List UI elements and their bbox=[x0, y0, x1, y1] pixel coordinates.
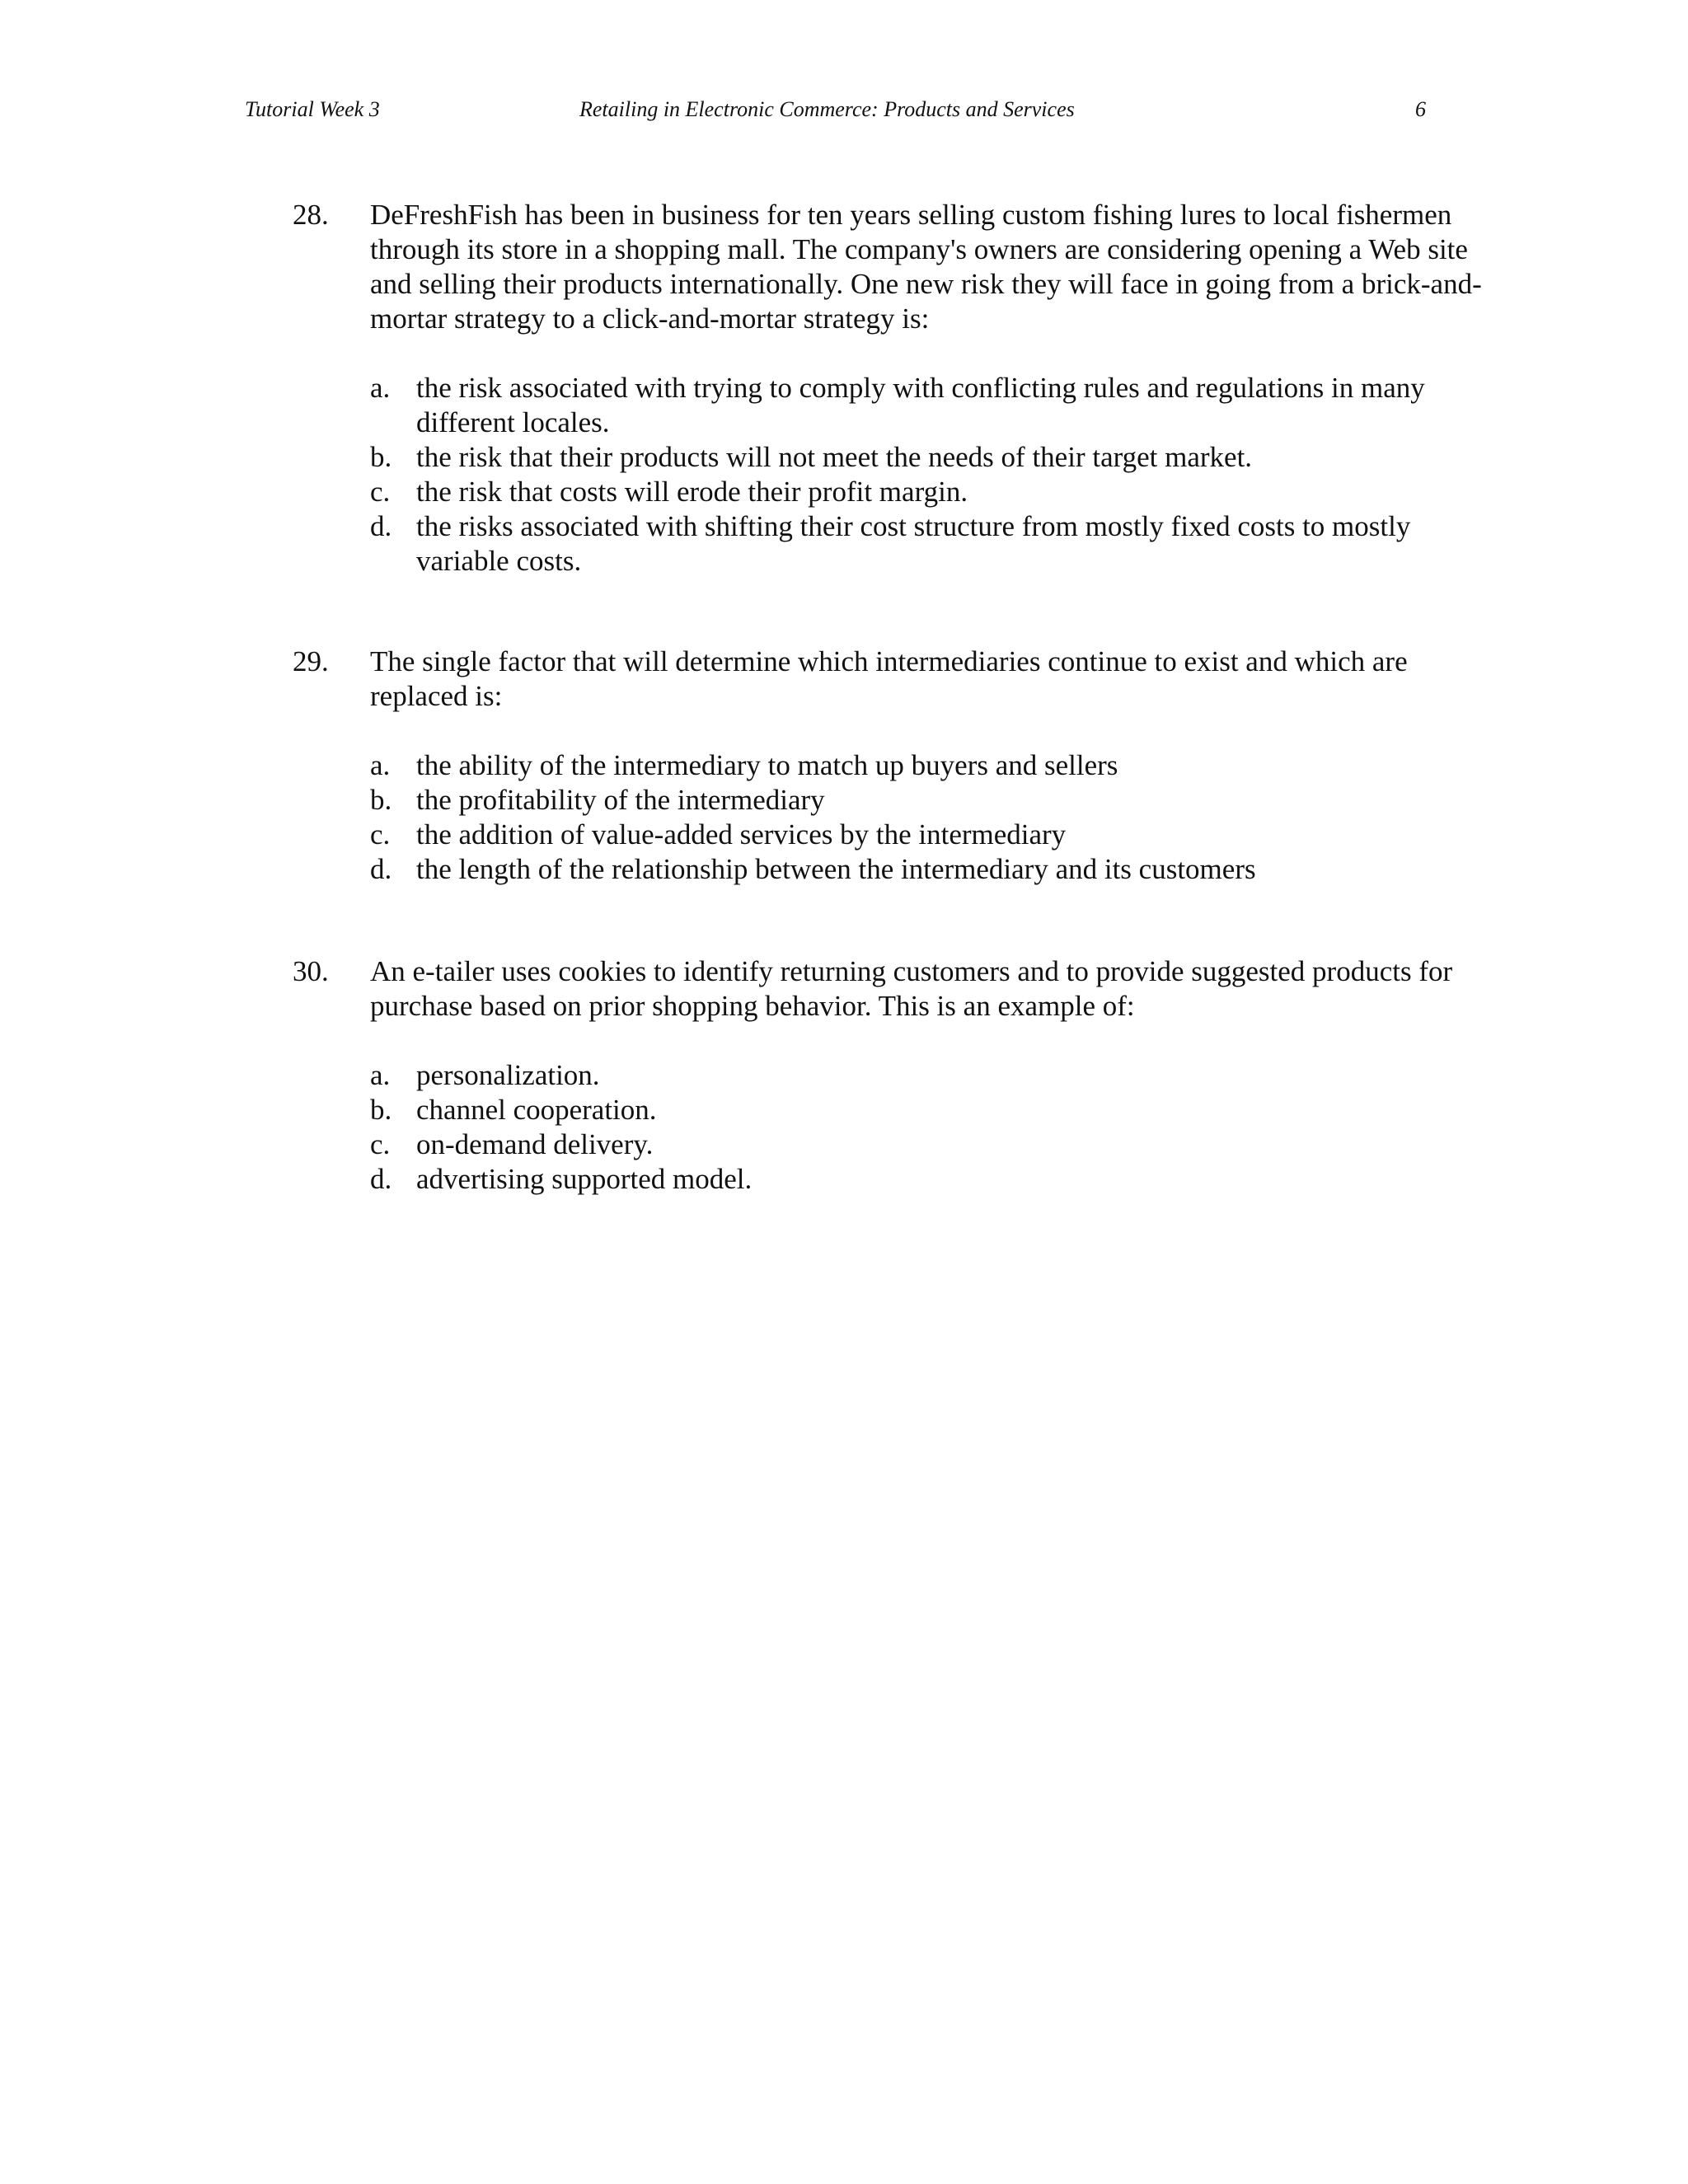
option-text: advertising supported model. bbox=[416, 1163, 753, 1195]
option-letter: c. bbox=[370, 818, 391, 851]
answer-option-d bbox=[370, 1162, 1488, 1197]
question-number: 30. bbox=[293, 955, 329, 987]
option-text: the addition of value-added services by the intermediary bbox=[416, 818, 1067, 851]
option-letter: b. bbox=[370, 784, 392, 816]
answer-option-c bbox=[370, 1127, 1488, 1162]
answer-option-d bbox=[370, 509, 1488, 579]
option-letter: d. bbox=[370, 1163, 392, 1195]
question-number: 28. bbox=[293, 199, 329, 231]
option-letter: a. bbox=[370, 749, 391, 781]
question-28 bbox=[293, 198, 1488, 579]
option-letter: a. bbox=[370, 1059, 391, 1091]
option-text: the length of the relationship between the intermediary and its customers bbox=[416, 853, 1256, 885]
option-letter: d. bbox=[370, 510, 392, 542]
question-number: 29. bbox=[293, 645, 329, 677]
option-letter: a. bbox=[370, 372, 391, 404]
header-course-label: Tutorial Week 3 bbox=[245, 97, 380, 121]
answer-option-b bbox=[370, 1093, 1488, 1127]
answer-option-b bbox=[370, 783, 1488, 818]
option-text: the risk associated with trying to comply with conflicting rules and regulations in many different locales. bbox=[416, 372, 1425, 438]
question-stem: DeFreshFish has been in business for ten years selling custom fishing lures to local fishermen through its store in a shopping mall. The company's owners are considering opening a Web site and selling their products internationally. One new risk they will face in going from a brick-and-mortar strategy to a click-and-mortar strategy is: bbox=[370, 199, 1482, 335]
option-text: the ability of the intermediary to match up buyers and sellers bbox=[416, 749, 1118, 781]
option-text: the risk that costs will erode their profit margin. bbox=[416, 476, 968, 508]
option-letter: b. bbox=[370, 441, 392, 473]
question-body bbox=[370, 644, 1488, 887]
option-text: the profitability of the intermediary bbox=[416, 784, 825, 816]
option-text: personalization. bbox=[416, 1059, 600, 1091]
answer-option-c bbox=[370, 475, 1488, 509]
option-letter: c. bbox=[370, 476, 391, 508]
answer-option-b bbox=[370, 440, 1488, 475]
option-letter: b. bbox=[370, 1094, 392, 1126]
option-letter: d. bbox=[370, 853, 392, 885]
header-chapter-title: Retailing in Electronic Commerce: Products and Services bbox=[579, 97, 1075, 121]
question-stem: The single factor that will determine which intermediaries continue to exist and which are replaced is: bbox=[370, 645, 1408, 712]
answer-option-a bbox=[370, 1058, 1488, 1093]
option-text: the risk that their products will not meet the needs of their target market. bbox=[416, 441, 1253, 473]
question-body bbox=[370, 198, 1488, 579]
answer-option-a bbox=[370, 371, 1488, 440]
answer-option-d bbox=[370, 852, 1488, 887]
question-30 bbox=[293, 954, 1488, 1197]
answer-options bbox=[370, 371, 1488, 579]
option-text: on-demand delivery. bbox=[416, 1128, 654, 1160]
answer-option-c bbox=[370, 818, 1488, 852]
option-text: channel cooperation. bbox=[416, 1094, 657, 1126]
question-body bbox=[370, 954, 1488, 1197]
answer-options bbox=[370, 748, 1488, 887]
question-29 bbox=[293, 644, 1488, 887]
page-header bbox=[0, 97, 1688, 130]
answer-options bbox=[370, 1058, 1488, 1197]
answer-option-a bbox=[370, 748, 1488, 783]
option-letter: c. bbox=[370, 1128, 391, 1160]
option-text: the risks associated with shifting their cost structure from mostly fixed costs to mostly variable costs. bbox=[416, 510, 1411, 577]
question-stem: An e-tailer uses cookies to identify returning customers and to provide suggested products for purchase based on prior shopping behavior. This is an example of: bbox=[370, 955, 1453, 1022]
header-page-number: 6 bbox=[1415, 97, 1426, 121]
